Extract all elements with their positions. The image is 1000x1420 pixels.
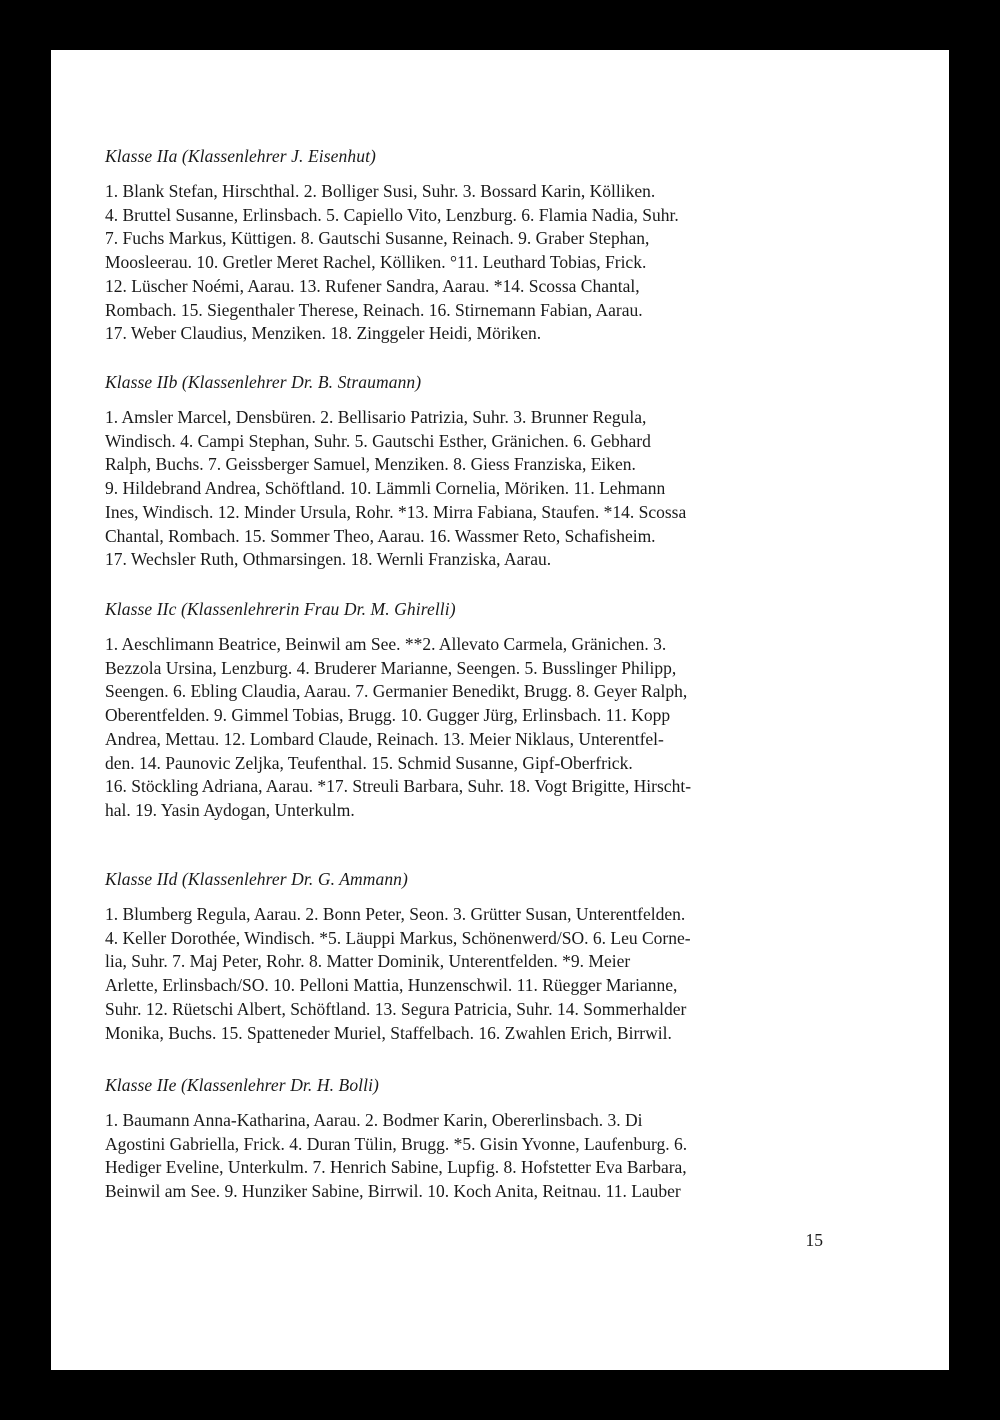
list-line: Arlette, Erlinsbach/SO. 10. Pelloni Mattia, Hunzenschwil. 11. Rüegger Marianne,: [105, 975, 678, 996]
page-number: 15: [805, 1230, 823, 1250]
section-heading: Klasse IIe (Klassenlehrer Dr. H. Bolli): [105, 1075, 379, 1095]
student-list: [105, 406, 825, 572]
list-line: 12. Lüscher Noémi, Aarau. 13. Rufener Sandra, Aarau. *14. Scossa Chantal,: [105, 275, 640, 296]
list-line: 1. Baumann Anna-Katharina, Aarau. 2. Bodmer Karin, Obererlinsbach. 3. Di: [105, 1110, 643, 1130]
list-line: 1. Blumberg Regula, Aarau. 2. Bonn Peter, Seon. 3. Grütter Susan, Unterentfelden.: [105, 904, 686, 924]
list-line: Chantal, Rombach. 15. Sommer Theo, Aarau. 16. Wassmer Reto, Schafisheim.: [105, 525, 656, 546]
list-line: Hediger Eveline, Unterkulm. 7. Henrich Sabine, Lupfig. 8. Hofstetter Eva Barbara,: [105, 1157, 687, 1178]
list-line: 4. Keller Dorothée, Windisch. *5. Läuppi Markus, Schönenwerd/SO. 6. Leu Corne-: [105, 927, 691, 948]
student-list: [105, 633, 825, 823]
list-line: 1. Blank Stefan, Hirschthal. 2. Bolliger Susi, Suhr. 3. Bossard Karin, Kölliken.: [105, 181, 656, 201]
document-page: [51, 50, 949, 1370]
list-line: Suhr. 12. Rüetschi Albert, Schöftland. 13. Segura Patricia, Suhr. 14. Sommerhalder: [105, 998, 687, 1019]
list-line: 17. Wechsler Ruth, Othmarsingen. 18. Wernli Franziska, Aarau.: [105, 549, 552, 570]
list-line: Monika, Buchs. 15. Spatteneder Muriel, Staffelbach. 16. Zwahlen Erich, Birrwil.: [105, 1022, 672, 1043]
list-line: Rombach. 15. Siegenthaler Therese, Reinach. 16. Stirnemann Fabian, Aarau.: [105, 299, 643, 320]
class-section-iic: [105, 597, 825, 823]
list-line: Ralph, Buchs. 7. Geissberger Samuel, Menziken. 8. Giess Franziska, Eiken.: [105, 454, 636, 475]
list-line: 7. Fuchs Markus, Küttigen. 8. Gautschi Susanne, Reinach. 9. Graber Stephan,: [105, 228, 650, 249]
list-line: Bezzola Ursina, Lenzburg. 4. Bruderer Marianne, Seengen. 5. Busslinger Philipp,: [105, 657, 677, 678]
student-list: [105, 180, 825, 346]
list-line: lia, Suhr. 7. Maj Peter, Rohr. 8. Matter Dominik, Unterentfelden. *9. Meier: [105, 951, 631, 972]
section-heading: Klasse IId (Klassenlehrer Dr. G. Ammann): [105, 869, 408, 889]
list-line: 9. Hildebrand Andrea, Schöftland. 10. Lämmli Cornelia, Möriken. 11. Lehmann: [105, 478, 666, 499]
section-heading: Klasse IIb (Klassenlehrer Dr. B. Straumann): [105, 372, 422, 392]
list-line: Ines, Windisch. 12. Minder Ursula, Rohr. *13. Mirra Fabiana, Staufen. *14. Scossa: [105, 501, 687, 522]
list-line: den. 14. Paunovic Zeljka, Teufenthal. 15. Schmid Susanne, Gipf-Oberfrick.: [105, 752, 633, 773]
student-list: [105, 1109, 825, 1204]
section-heading: Klasse IIc (Klassenlehrerin Frau Dr. M. Ghirelli): [105, 599, 456, 619]
class-section-iia: [105, 144, 825, 346]
list-line: Seengen. 6. Ebling Claudia, Aarau. 7. Germanier Benedikt, Brugg. 8. Geyer Ralph,: [105, 681, 688, 702]
list-line: 16. Stöckling Adriana, Aarau. *17. Streuli Barbara, Suhr. 18. Vogt Brigitte, Hirscht-: [105, 776, 692, 797]
section-heading: Klasse IIa (Klassenlehrer J. Eisenhut): [105, 146, 376, 166]
list-line: 1. Amsler Marcel, Densbüren. 2. Bellisario Patrizia, Suhr. 3. Brunner Regula,: [105, 407, 647, 427]
class-section-iid: [105, 867, 825, 1045]
list-line: Beinwil am See. 9. Hunziker Sabine, Birrwil. 10. Koch Anita, Reitnau. 11. Lauber: [105, 1181, 681, 1202]
student-list: [105, 903, 825, 1045]
list-line: Windisch. 4. Campi Stephan, Suhr. 5. Gautschi Esther, Gränichen. 6. Gebhard: [105, 430, 651, 451]
list-line: hal. 19. Yasin Aydogan, Unterkulm.: [105, 799, 355, 820]
list-line: 17. Weber Claudius, Menziken. 18. Zinggeler Heidi, Möriken.: [105, 323, 542, 344]
class-section-iib: [105, 370, 825, 572]
list-line: 4. Bruttel Susanne, Erlinsbach. 5. Capiello Vito, Lenzburg. 6. Flamia Nadia, Suhr.: [105, 204, 679, 225]
list-line: 1. Aeschlimann Beatrice, Beinwil am See. **2. Allevato Carmela, Gränichen. 3.: [105, 634, 667, 654]
class-section-iie: [105, 1073, 825, 1204]
list-line: Andrea, Mettau. 12. Lombard Claude, Reinach. 13. Meier Niklaus, Unterentfel-: [105, 728, 664, 749]
list-line: Moosleerau. 10. Gretler Meret Rachel, Kölliken. °11. Leuthard Tobias, Frick.: [105, 252, 647, 273]
list-line: Agostini Gabriella, Frick. 4. Duran Tülin, Brugg. *5. Gisin Yvonne, Laufenburg. 6.: [105, 1133, 688, 1154]
list-line: Oberentfelden. 9. Gimmel Tobias, Brugg. 10. Gugger Jürg, Erlinsbach. 11. Kopp: [105, 705, 671, 726]
